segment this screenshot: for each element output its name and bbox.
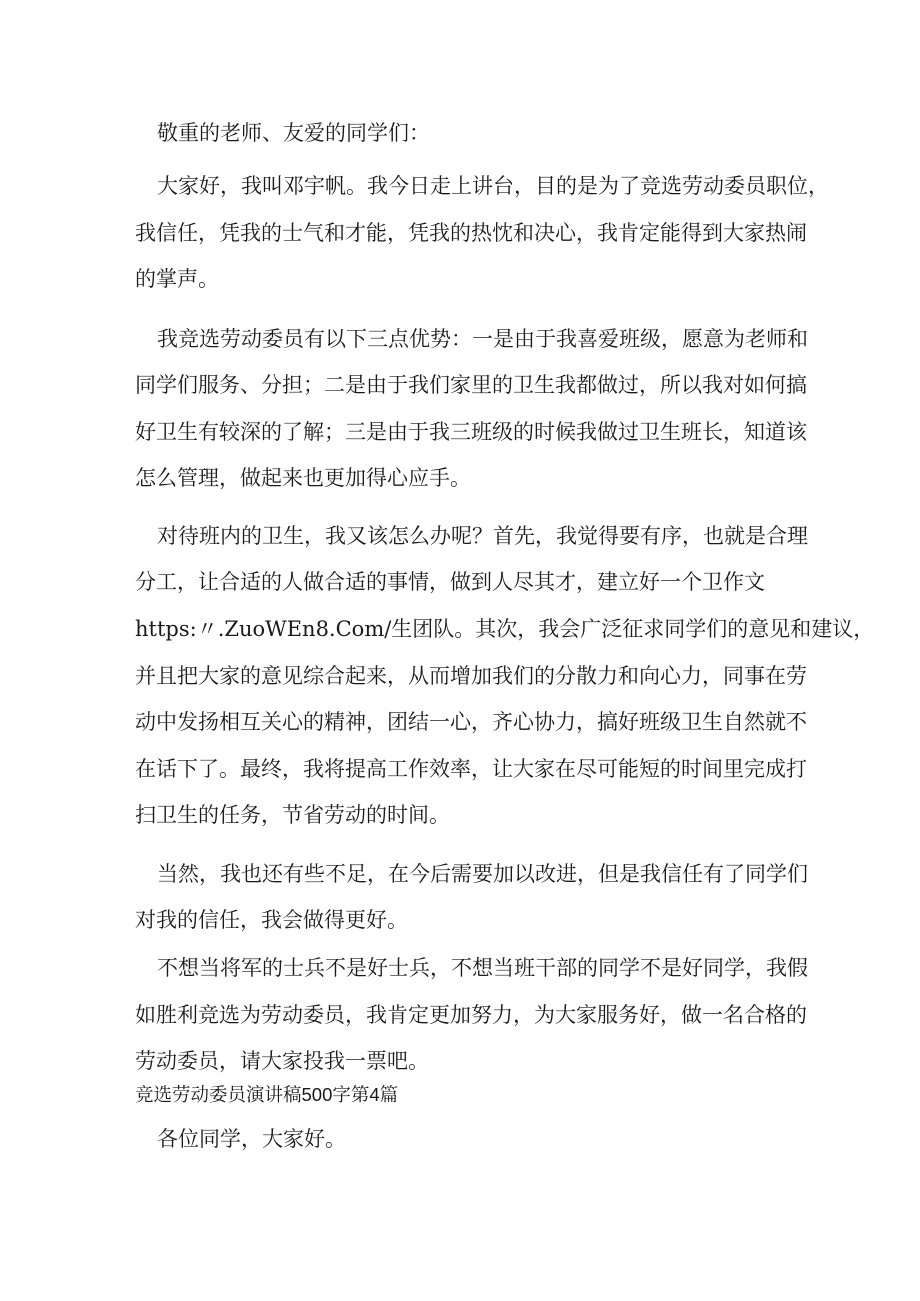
paragraph-line: 扫卫生的任务，节省劳动的时间。 — [135, 803, 450, 827]
paragraph-line: 不想当将军的士兵不是好士兵，不想当班干部的同学不是好同学，我假 — [157, 956, 808, 980]
paragraph-line: 的掌声。 — [135, 267, 219, 291]
paragraph-line: 对我的信任，我会做得更好。 — [135, 908, 408, 932]
paragraph-line: 我竞选劳动委员有以下三点优势：一是由于我喜爱班级，愿意为老师和 — [157, 327, 808, 351]
paragraph-line: 好卫生有较深的了解；三是由于我三班级的时候我做过卫生班长，知道该 — [135, 420, 807, 444]
paragraph-line: 当然，我也还有些不足，在今后需要加以改进，但是我信任有了同学们 — [157, 862, 808, 886]
paragraph-line: 大家好，我叫邓宇帆。我今日走上讲台，目的是为了竞选劳动委员职位， — [157, 174, 829, 198]
paragraph-line: 并且把大家的意见综合起来，从而增加我们的分散力和向心力，同事在劳 — [135, 664, 807, 688]
paragraph-line: 劳动委员，请大家投我一票吧。 — [135, 1049, 429, 1073]
salutation: 敬重的老师、友爱的同学们： — [157, 121, 430, 145]
paragraph-line: 如胜利竞选为劳动委员，我肯定更加努力，为大家服务好，做一名合格的 — [135, 1003, 807, 1027]
greeting-line: 各位同学，大家好。 — [157, 1127, 346, 1151]
paragraph-line: 动中发扬相互关心的精神，团结一心，齐心协力，搞好班级卫生自然就不 — [135, 710, 807, 734]
paragraph-line: 分工，让合适的人做合适的事情，做到人尽其才，建立好一个卫作文 — [135, 570, 765, 594]
paragraph-line: 怎么管理，做起来也更加得心应手。 — [135, 466, 471, 490]
paragraph-line: 我信任，凭我的士气和才能，凭我的热忱和决心，我肯定能得到大家热闹 — [135, 221, 807, 245]
paragraph-line: 在话下了。最终，我将提高工作效率，让大家在尽可能短的时间里完成打 — [135, 757, 807, 781]
paragraph-line-with-url: https:〃.ZuoWEn8.Com/生团队。其次，我会广泛征求同学们的意见和建议， — [135, 617, 875, 641]
section-heading: 竞选劳动委员演讲稿500字第4篇 — [135, 1084, 399, 1105]
paragraph-line: 同学们服务、分担；二是由于我们家里的卫生我都做过，所以我对如何搞 — [135, 373, 807, 397]
paragraph-line: 对待班内的卫生，我又该怎么办呢？首先，我觉得要有序，也就是合理 — [157, 524, 808, 548]
